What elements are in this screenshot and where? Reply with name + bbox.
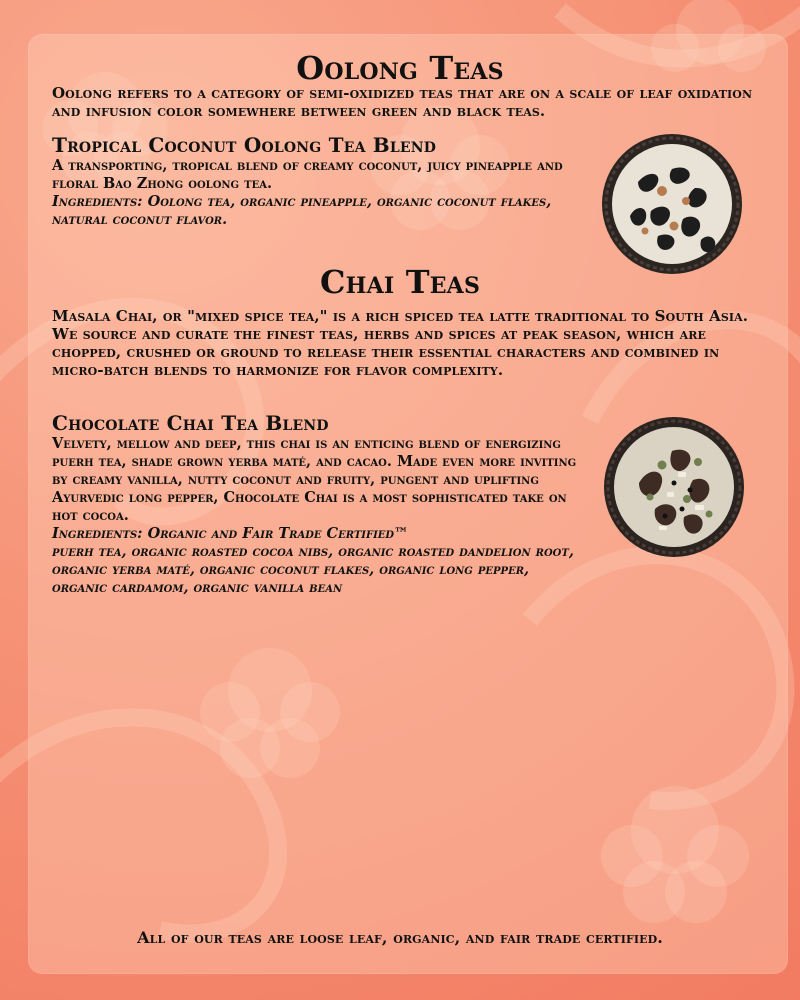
oolong-tea-image xyxy=(598,130,746,278)
chocolate-chai-description: Velvety, mellow and deep, this chai is an enticing blend of energizing puerh tea, shade grown yerba maté, and cacao. Made even more inviting by creamy vanilla, nutty coconut and fruity, pungent and uplifting Ayurvedic long pepper, Chocolate Chai is a most sophisticated take on hot cocoa. xyxy=(52,435,577,524)
chai-tea-image xyxy=(600,413,748,561)
tropical-coconut-ingredients: Ingredients: Oolong tea, organic pineapple, organic coconut flakes, natural coconut flavor. xyxy=(52,193,552,228)
tropical-coconut-product xyxy=(52,133,582,229)
tropical-coconut-product-title: Tropical Coconut Oolong Tea Blend xyxy=(52,133,437,157)
loose-leaf-chocolate-chai-image-icon xyxy=(600,413,748,561)
chocolate-chai-ingredients-heading: Ingredients: Organic and Fair Trade Certified™ xyxy=(52,525,409,542)
chai-intro-text: Masala Chai, or "mixed spice tea," is a rich spiced tea latte traditional to South Asia. We source and curate the finest teas, herbs and spices at peak season, which are chopped, crushed or ground to release their essential characters and combined in micro-batch blends to harmonize for flavor complexity. xyxy=(52,307,749,379)
chocolate-chai-product xyxy=(52,411,582,597)
footer-certification-text: All of our teas are loose leaf, organic, and fair trade certified. xyxy=(137,928,663,947)
tropical-coconut-description: A transporting, tropical blend of creamy coconut, juicy pineapple and floral Bao Zhong oolong tea. xyxy=(52,157,563,192)
chocolate-chai-product-title: Chocolate Chai Tea Blend xyxy=(52,411,329,435)
oolong-intro-text: Oolong refers to a category of semi-oxidized teas that are on a scale of leaf oxidation and infusion color somewhere between green and black teas. xyxy=(52,84,753,120)
chocolate-chai-ingredients: puerh tea, organic roasted cocoa nibs, organic roasted dandelion root, organic yerba maté, organic coconut flakes, organic long pepper, organic cardamom, organic vanilla bean xyxy=(52,543,574,596)
oolong-section-title: Oolong Teas xyxy=(296,49,504,87)
chai-section-title: Chai Teas xyxy=(319,263,481,301)
loose-leaf-oolong-tea-image-icon xyxy=(598,130,746,278)
